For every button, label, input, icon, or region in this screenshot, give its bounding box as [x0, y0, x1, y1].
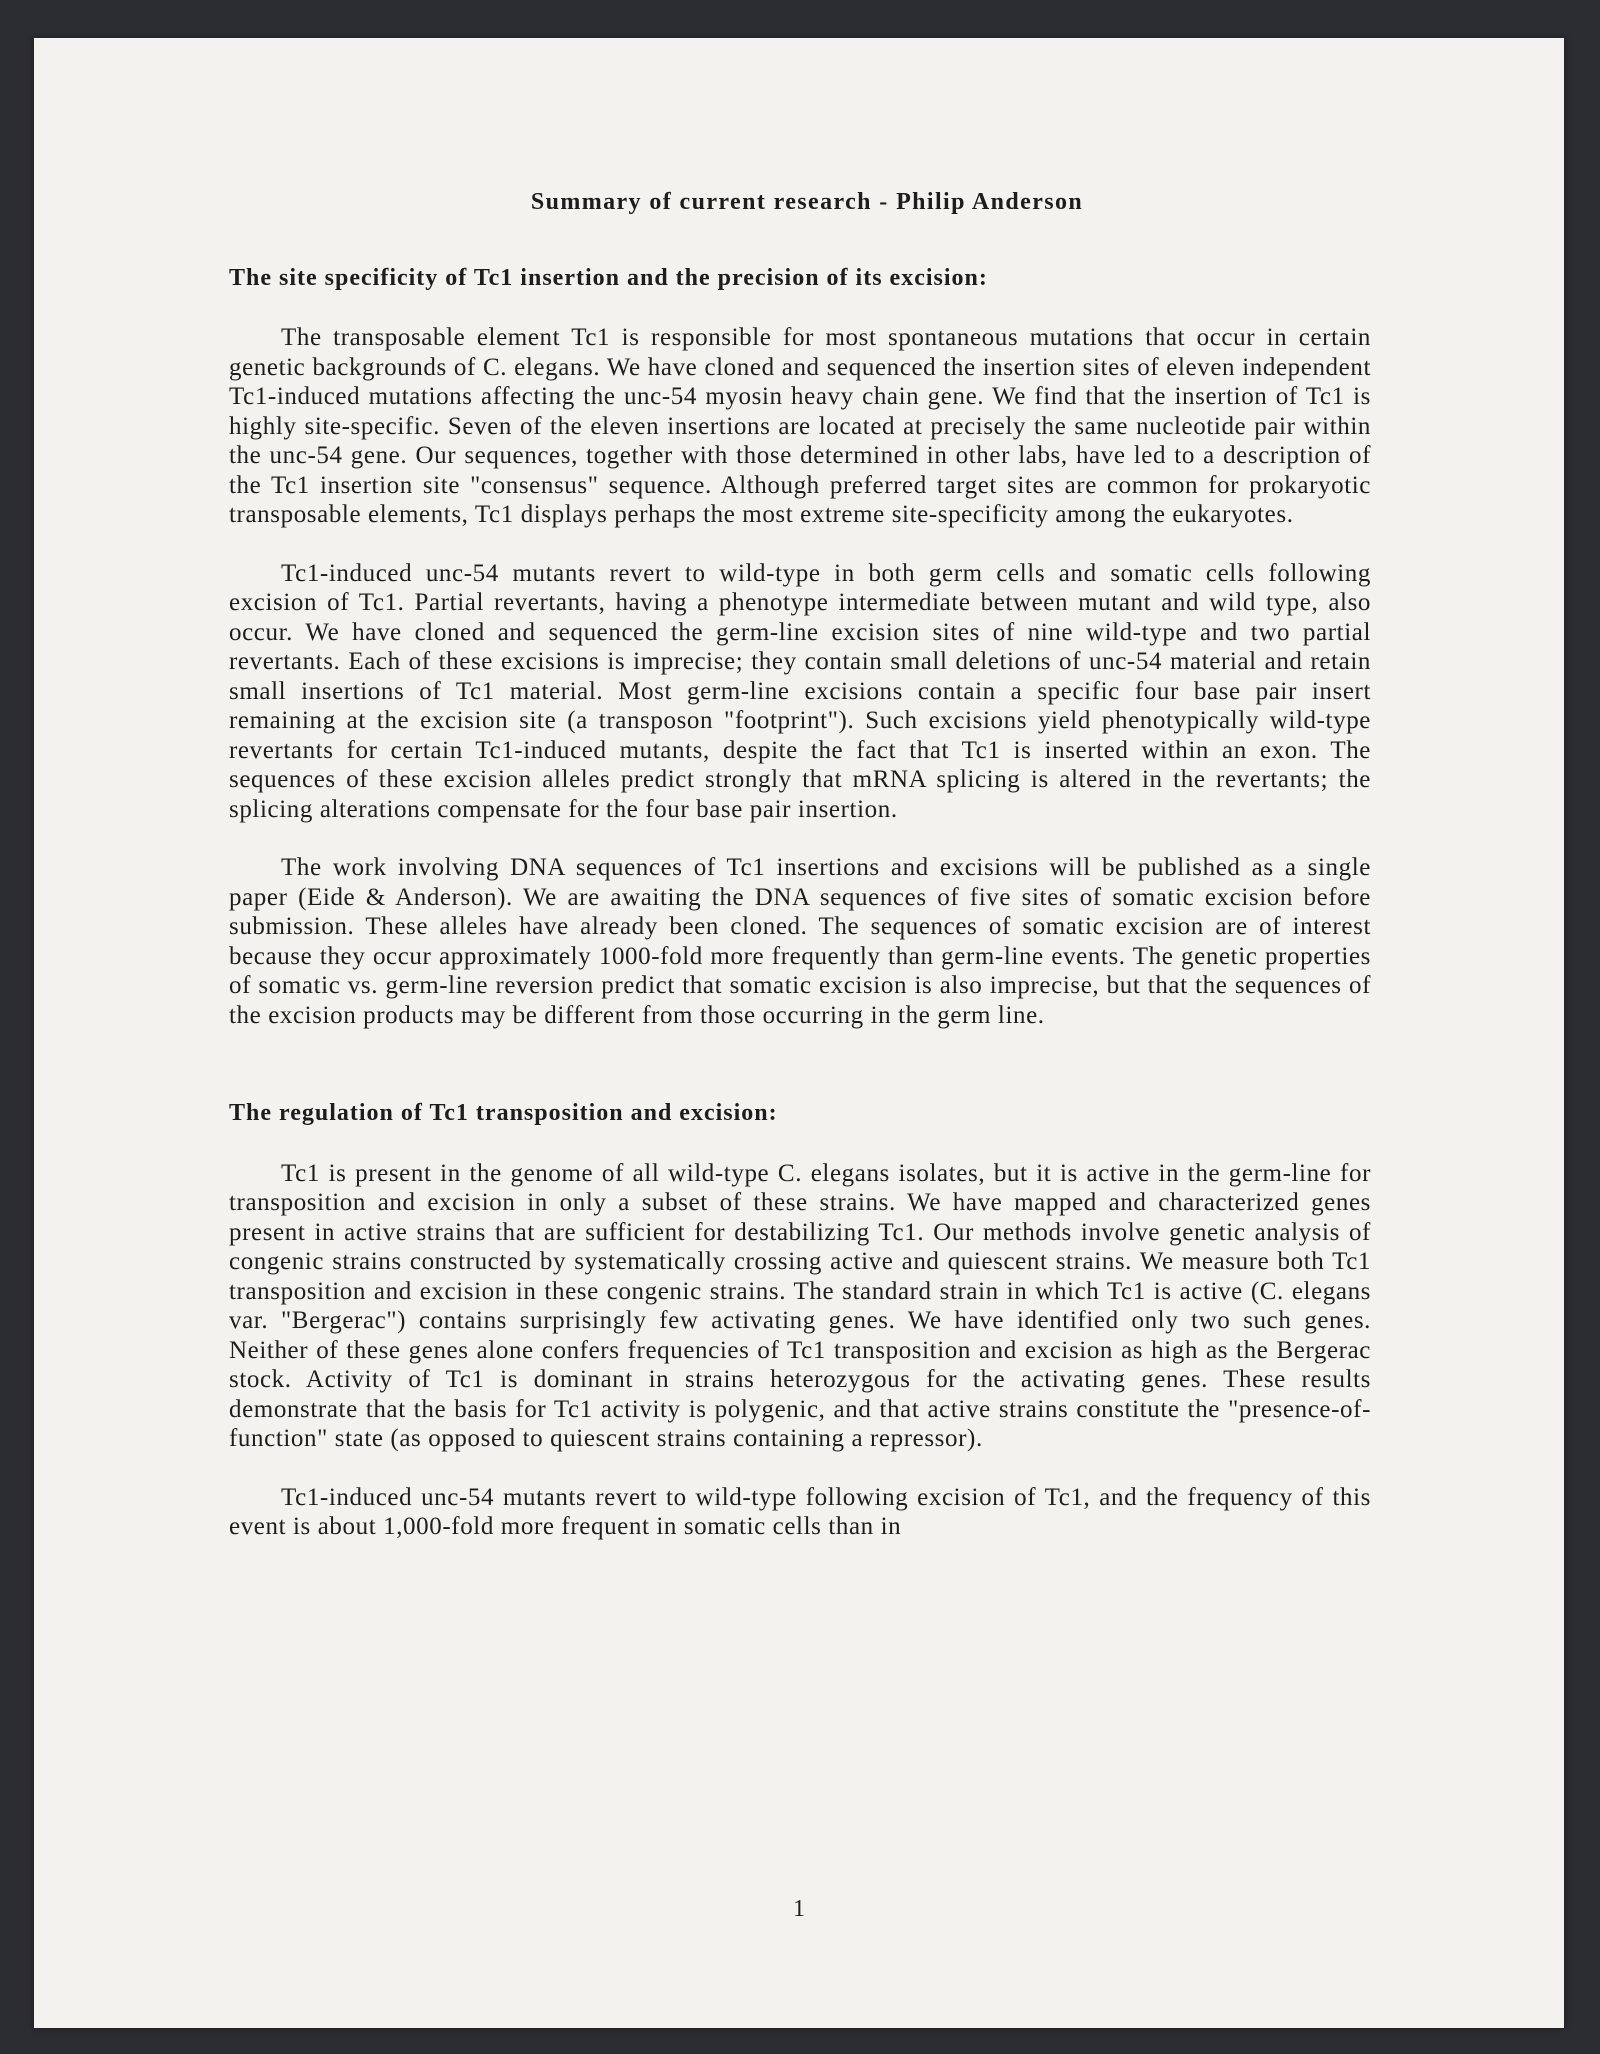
paragraph: Tc1 is present in the genome of all wild-type C. elegans isolates, but it is active in the germ-line for transposition and excision in only a subset of these strains. We have mapped and characterized genes present in active strains that are sufficient for destabilizing Tc1. Our methods involve genetic analysis of congenic strains constructed by systematically crossing active and quiescent strains. We measure both Tc1 transposition and excision in these congenic strains. The standard strain in which Tc1 is active (C. elegans var. "Bergerac") contains surprisingly few activating genes. We have identified only two such genes. Neither of these genes alone confers frequencies of Tc1 transposition and excision as high as the Bergerac stock. Activity of Tc1 is dominant in strains heterozygous for the activating genes. These results demonstrate that the basis for Tc1 activity is polygenic, and that active strains constitute the "presence-of-function" state (as opposed to quiescent strains containing a repressor).: [229, 1159, 1371, 1452]
section-heading: The site specificity of Tc1 insertion and the precision of its excision:: [229, 264, 988, 291]
section-heading: The regulation of Tc1 transposition and excision:: [229, 1100, 778, 1126]
paragraph: The work involving DNA sequences of Tc1 insertions and excisions will be published as a single paper (Eide & Anderson). We are awaiting the DNA sequences of five sites of somatic excision before submission. These alleles have already been cloned. The sequences of somatic excision are of interest because they occur approximately 1000-fold more frequently than germ-line events. The genetic properties of somatic vs. germ-line reversion predict that somatic excision is also imprecise, but that the sequences of the excision products may be different from those occurring in the germ line.: [229, 854, 1371, 1029]
page-content: [229, 188, 1371, 1542]
paragraph: Tc1-induced unc-54 mutants revert to wild-type following excision of Tc1, and the frequency of this event is about 1,000-fold more frequent in somatic cells than in: [229, 1483, 1371, 1540]
paragraph: The transposable element Tc1 is responsible for most spontaneous mutations that occur in certain genetic backgrounds of C. elegans. We have cloned and sequenced the insertion sites of eleven independent Tc1-induced mutations affecting the unc-54 myosin heavy chain gene. We find that the insertion of Tc1 is highly site-specific. Seven of the eleven insertions are located at precisely the same nucleotide pair within the unc-54 gene. Our sequences, together with those determined in other labs, have led to a description of the Tc1 insertion site "consensus" sequence. Although preferred target sites are common for prokaryotic transposable elements, Tc1 displays perhaps the most extreme site-specificity among the eukaryotes.: [229, 324, 1371, 528]
paragraph: Tc1-induced unc-54 mutants revert to wild-type in both germ cells and somatic cells following excision of Tc1. Partial revertants, having a phenotype intermediate between mutant and wild type, also occur. We have cloned and sequenced the germ-line excision sites of nine wild-type and two partial revertants. Each of these excisions is imprecise; they contain small deletions of unc-54 material and retain small insertions of Tc1 material. Most germ-line excisions contain a specific four base pair insert remaining at the excision site (a transposon "footprint"). Such excisions yield phenotypically wild-type revertants for certain Tc1-induced mutants, despite the fact that Tc1 is inserted within an exon. The sequences of these excision alleles predict strongly that mRNA splicing is altered in the revertants; the splicing alterations compensate for the four base pair insertion.: [229, 559, 1371, 823]
page-number: 1: [793, 1896, 805, 1922]
document-page: [34, 38, 1564, 2028]
page-title: Summary of current research - Philip Anderson: [530, 189, 1084, 215]
